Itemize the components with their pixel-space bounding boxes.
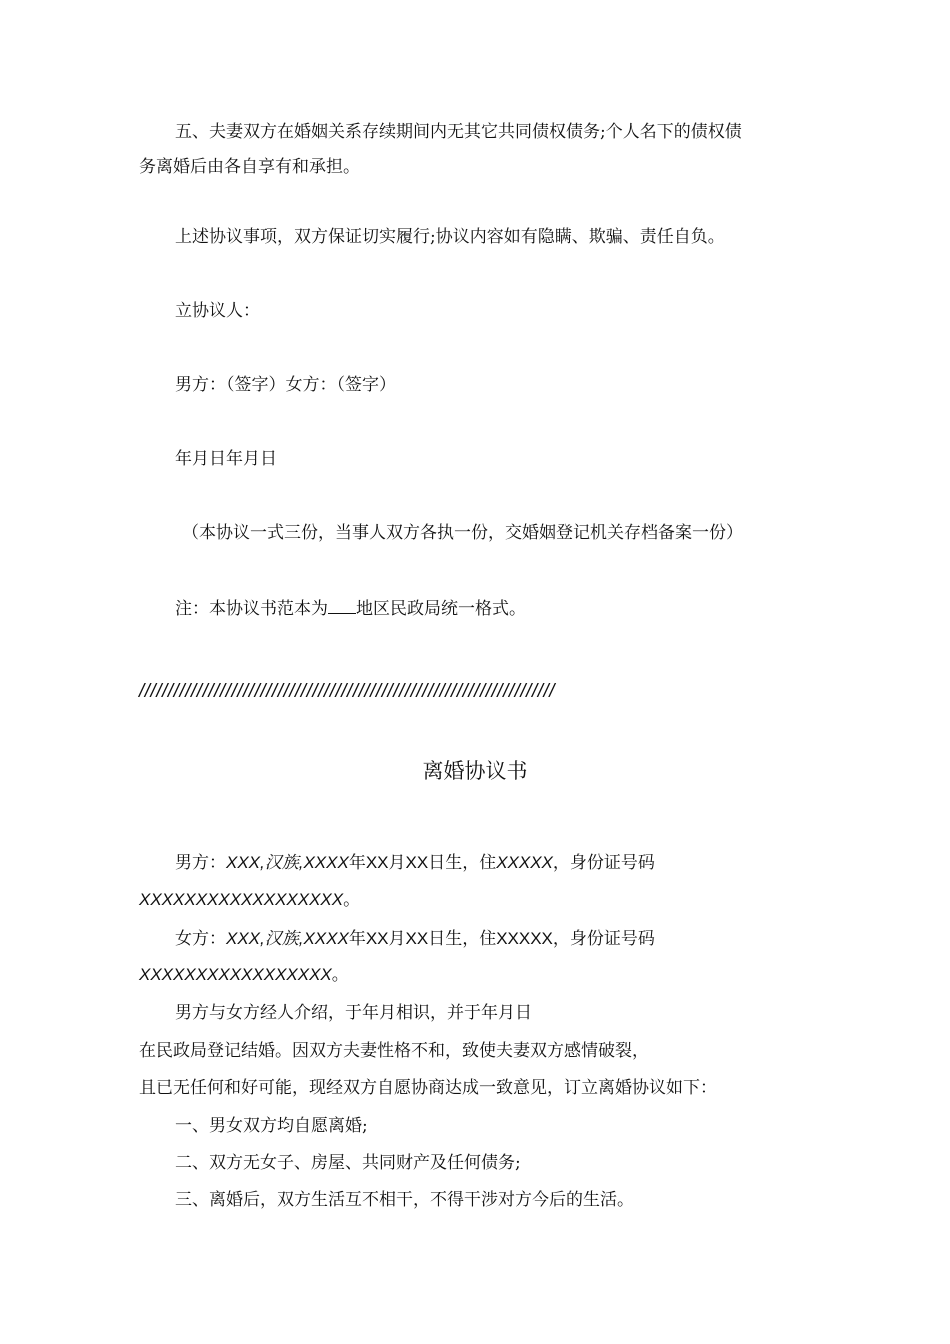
clause-3: 三、离婚后，双方生活互不相干，不得干涉对方今后的生活。: [175, 1190, 634, 1210]
female-id-line: [139, 964, 349, 986]
female-month-x: XX: [365, 929, 389, 948]
female-day-x: XX: [405, 929, 429, 948]
male-year: 年: [348, 853, 366, 873]
intro-line-3: 且已无任何和好可能，现经双方自愿协商达成一致意见，订立离婚协议如下：: [139, 1078, 717, 1098]
male-info-line: [175, 852, 655, 874]
male-address: XXXXX: [496, 853, 553, 872]
copies-note: （本协议一式三份，当事人双方各执一份，交婚姻登记机关存档备案一份）: [182, 523, 743, 543]
clause-5-line-2: 务离婚后由各自享有和承担。: [139, 157, 360, 177]
female-year: 年: [348, 929, 366, 949]
male-info: XXX,汉族,XXXX: [226, 853, 349, 872]
female-id-label: ，身份证号码: [552, 929, 655, 949]
intro-line-2: 在民政局登记结婚。因双方夫妻性格不和，致使夫妻双方感情破裂，: [139, 1041, 649, 1061]
male-month-x: XX: [365, 853, 389, 872]
male-month: 月: [388, 853, 406, 873]
blank-underline: [328, 597, 356, 614]
date-line: 年月日年月日: [175, 449, 277, 469]
male-day-x: XX: [405, 853, 429, 872]
format-note-suffix: 地区民政局统一格式。: [356, 599, 526, 619]
female-id-number: XXXXXXXXXXXXXXXXX: [139, 965, 332, 984]
female-label: 女方：: [175, 929, 226, 949]
clause-1: 一、男女双方均自愿离婚;: [175, 1116, 368, 1136]
female-day-live: 日生，住: [428, 929, 497, 949]
clause-5-line-1: 五、夫妻双方在婚姻关系存续期间内无其它共同债权债务;个人名下的债权债: [175, 122, 742, 142]
male-id-number: XXXXXXXXXXXXXXXXXX: [139, 890, 344, 909]
male-id-end: 。: [343, 890, 361, 910]
signatories-label: 立协议人：: [175, 301, 260, 321]
intro-line-1: 男方与女方经人介绍，于年月相识，并于年月日: [175, 1003, 532, 1023]
female-address: XXXXX: [496, 929, 553, 948]
female-month: 月: [388, 929, 406, 949]
signature-line: 男方：（签字）女方：（签字）: [175, 375, 396, 395]
format-note-prefix: 注：本协议书范本为: [175, 599, 328, 619]
female-id-end: 。: [331, 965, 349, 985]
male-id-label: ，身份证号码: [552, 853, 655, 873]
male-label: 男方：: [175, 853, 226, 873]
page-separator: ////////////////////////////////////////////////////////////////////////: [139, 681, 556, 702]
female-info: XXX,汉族,XXXX: [226, 929, 349, 948]
female-info-line: [175, 928, 655, 950]
document-title: 离婚协议书: [422, 759, 528, 783]
format-note: [175, 597, 526, 620]
guarantee-paragraph: 上述协议事项，双方保证切实履行;协议内容如有隐瞒、欺骗、责任自负。: [175, 227, 725, 247]
male-id-line: [139, 889, 360, 911]
male-day-live: 日生，住: [428, 853, 497, 873]
clause-2: 二、双方无女子、房屋、共同财产及任何债务;: [175, 1153, 521, 1173]
